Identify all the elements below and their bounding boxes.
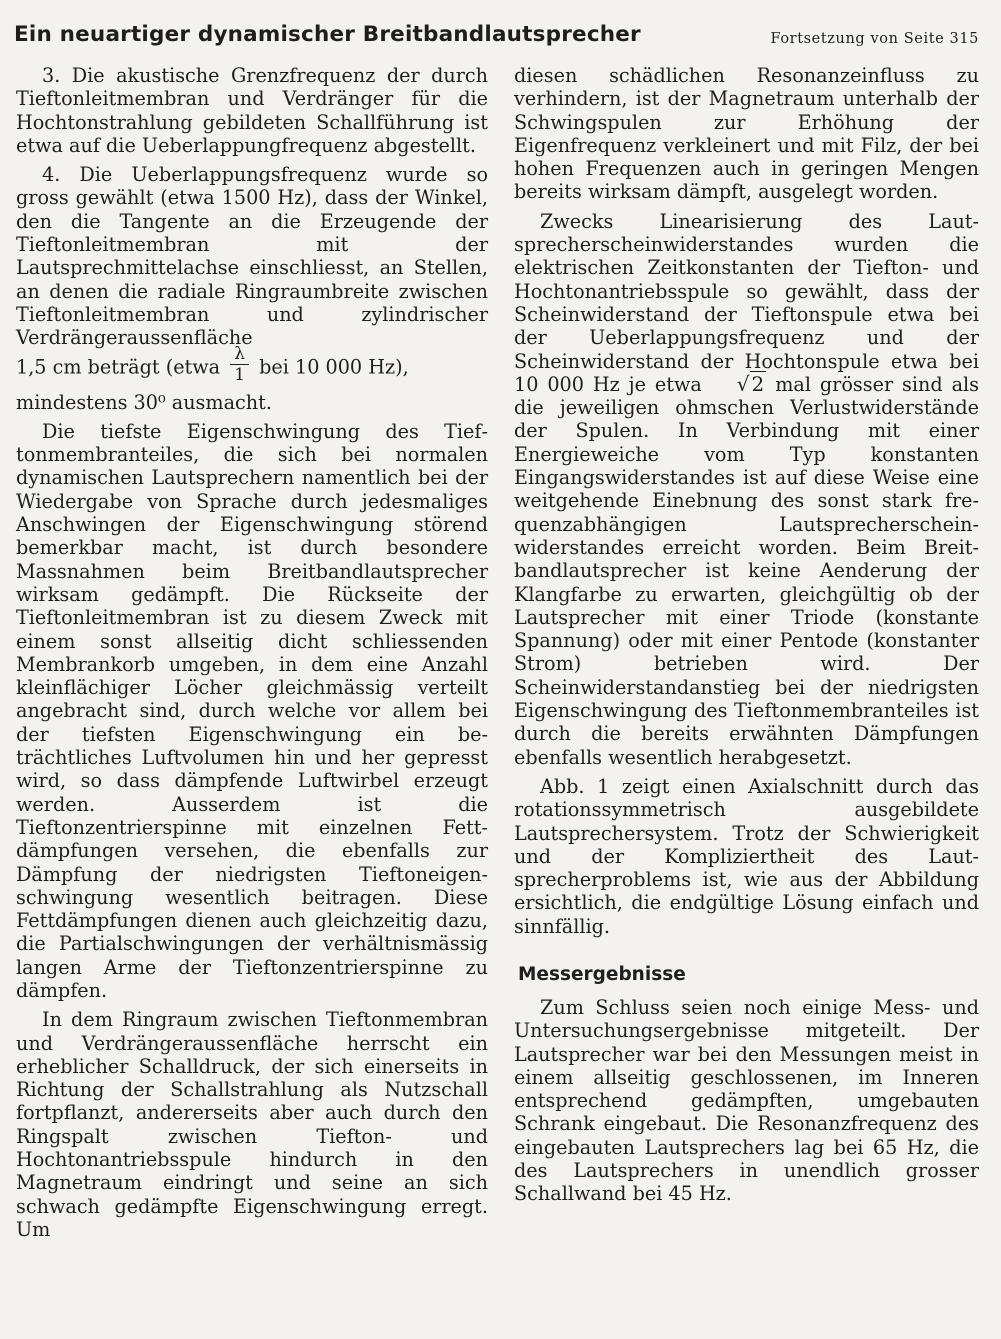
paragraph-figure-ref: Abb. 1 zeigt einen Axialschnitt durch das rotationssymmetrisch ausgebildete Lautsprechersystem. Trotz der Schwierigkeit und der Kompliziertheit des Lautsprecherproblems ist, wie aus der Abbildung ersichtlich, die endgültige Lösung einfach und sinnfällig.	[514, 774, 979, 938]
paragraph-resonance: diesen schädlichen Resonanzeinfluss zu verhindern, ist der Magnetraum unterhalb der Schwingspulen zur Erhöhung der Eigenfrequenz verkleinert und mit Filz, der bei hohen Frequenzen auch in geringen Mengen bereits wirksam dämpft, ausgelegt worden.	[514, 64, 979, 204]
formula-text-after: bei 10 000 Hz),	[259, 355, 409, 379]
paragraph-damping: Die tiefste Eigenschwingung des Tieftonmembranteiles, die sich bei normalen dynamischen Lautsprechern namentlich bei der Wiedergabe von Sprache durch jedesmaliges Anschwingen der Eigenschwingung störend bemerkbar macht, ist durch besondere Massnahmen beim Breitbandlautsprecher wirksam gedämpft. Die Rückseite der Tieftonleitmembran ist zu diesem Zweck mit einem sonst allseitig dicht schliessenden Membrankorb umgeben, in dem eine Anzahl kleinflächiger Löcher gleichmässig verteilt angebracht sind, durch welche vor allem bei der tiefsten Eigenschwingung ein beträchtliches Luftvolumen hin und her gepresst wird, so dass dämpfende Luftwirbel erzeugt werden. Ausserdem ist die Tieftonzentrierspinne mit einzelnen Fettdämpfungen versehen, die ebenfalls zur Dämpfung der niedrigsten Tieftoneigenschwingung wesentlich beitragen. Diese Fettdämpfungen dienen auch gleichzeitig dazu, die Partialschwingungen der verhältnismässig langen Arme der Tieftonzentrierspinne zu dämpfen.	[16, 419, 488, 1002]
fraction-numerator: λ	[230, 344, 249, 365]
formula-line	[16, 343, 488, 385]
linearisation-text-start: Zwecks Linearisierung des Lautsprecherscheinwiderstandes wurden die elektrischen Zeitkonstanten der Tiefton- und Hochtonantriebsspule so gewählt, dass der Scheinwiderstand der Tieftonspule etwa bei der Ueberlappungsfrequenz und der Scheinwiderstand der Hochtonspule etwa bei 10 000 Hz je etwa	[514, 209, 979, 396]
article-title: Ein neuartiger dynamischer Breitbandlautsprecher	[14, 22, 641, 47]
linearisation-text-end: mal grösser sind als die jeweiligen ohmschen Verlustwiderstände der Spulen. In Verbindung mit einer Energieweiche vom Typ konstanten Eingangswiderstandes ist auf diese Weise eine weitgehende Einebnung des sonst stark frequenzabhängigen Lautsprecherscheinwiderstandes erreicht worden. Beim Breitbandlautsprecher ist keine Aenderung der Klangfarbe zu erwarten, gleichgültig ob der Lautsprecher mit einer Triode (konstante Spannung) oder mit einer Pentode (konstanter Strom) betrieben wird. Der Scheinwiderstandanstieg bei der niedrigsten Eigenschwingung des Tieftonmembranteiles ist durch die bereits erwähnten Dämpfungen ebenfalls wesentlich herabgesetzt.	[514, 372, 980, 769]
lambda-fraction	[230, 344, 249, 385]
section-heading: Messergebnisse	[518, 963, 686, 985]
sqrt-radicand: 2	[751, 371, 765, 396]
right-column	[514, 64, 979, 1212]
left-column	[16, 64, 488, 1247]
paragraph-point-4: 4. Die Ueberlappungsfrequenz wurde so gross gewählt (etwa 1500 Hz), dass der Winkel, den die Tangente an die Erzeugende der Tieftonleitmembran mit der Lautsprechmittelachse einschliesst, an Stellen, an denen die radiale Ringraumbreite zwischen Tieftonleitmembran und zylindrischer Verdrängeraussenfläche	[16, 163, 488, 350]
paragraph-ringraum: In dem Ringraum zwischen Tieftonmembran und Verdrängeraussenfläche herrscht ein erheblicher Schalldruck, der sich einerseits in Richtung der Schallstrahlung als Nutzschall fortpflanzt, andererseits aber auch durch den Ringspalt zwischen Tiefton- und Hochtonantriebsspule hindurch in den Magnetraum eindringt und seine an sich schwach gedämpfte Eigenschwingung erregt. Um	[16, 1008, 488, 1241]
paragraph-point-3: 3. Die akustische Grenzfrequenz der durch Tieftonleitmembran und Verdränger für die Hochtonstrahlung gebildeten Schallführung ist etwa auf die Ueberlappungfrequenz abgestellt.	[16, 64, 488, 157]
formula-text-before: 1,5 cm beträgt (etwa	[16, 355, 221, 379]
paragraph-results: Zum Schluss seien noch einige Mess- und Untersuchungsergebnisse mitgeteilt. Der Lautsprecher war bei den Messungen meist in einem allseitig geschlossenen, im Inneren entsprechend gedämpften, umgebauten Schrank eingebaut. Die Resonanzfrequenz des eingebauten Lautsprechers lag bei 65 Hz, die des Lautsprechers in unendlich grosser Schallwand bei 45 Hz.	[514, 995, 979, 1206]
fraction-denominator: 1	[234, 364, 246, 385]
paragraph-linearisation	[514, 210, 979, 769]
paragraph-point-4-end: mindestens 30⁰ ausmacht.	[16, 390, 272, 414]
sqrt-symbol: √ 2	[736, 371, 765, 396]
continuation-note: Fortsetzung von Seite 315	[770, 31, 979, 47]
page-header	[14, 22, 979, 54]
